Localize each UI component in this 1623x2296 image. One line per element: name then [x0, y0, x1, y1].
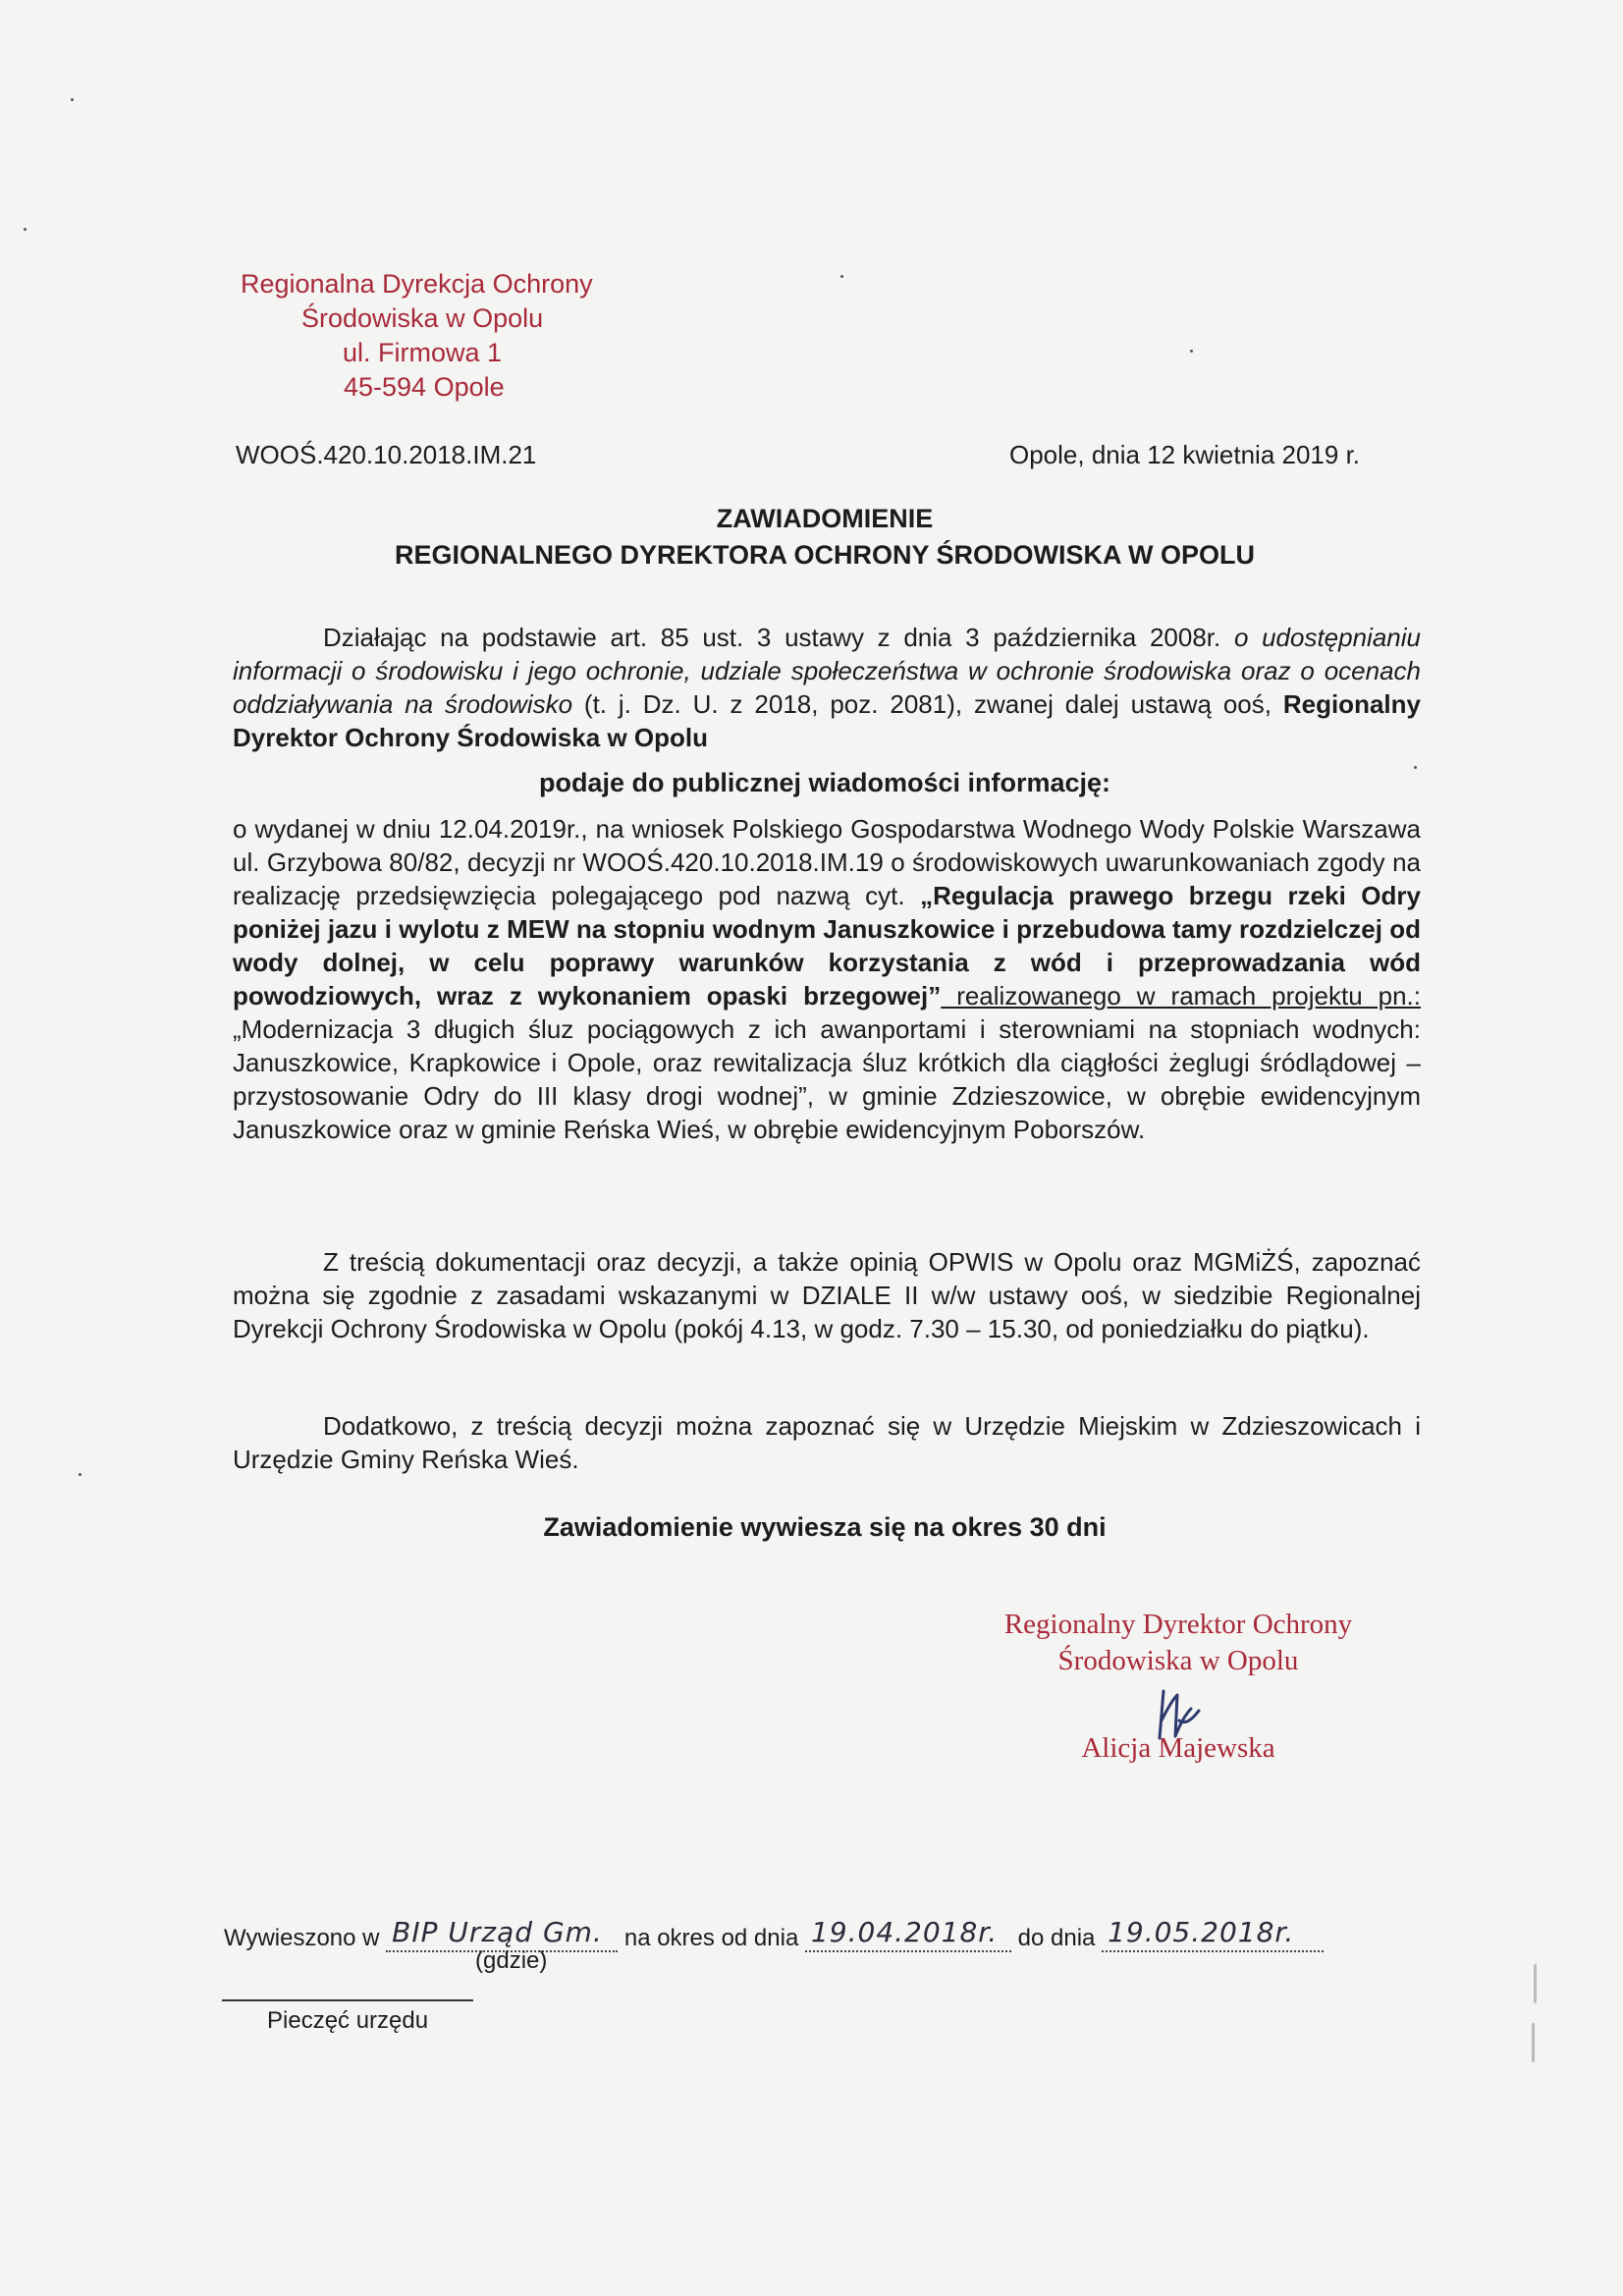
signatory-title-2: Środowiska w Opolu — [1057, 1645, 1299, 1676]
scan-speck — [1190, 350, 1193, 353]
form-label-to: do dnia — [1017, 1925, 1096, 1951]
announcement-heading: podaje do publicznej wiadomości informację: — [538, 768, 1111, 797]
form-field-where[interactable] — [386, 1911, 618, 1952]
scan-speck — [79, 1473, 81, 1476]
issuer-line-1: Regionalna Dyrekcja Ochrony — [241, 269, 593, 299]
reference-number: WOOŚ.420.10.2018.IM.21 — [236, 440, 537, 469]
signatory-title-1: Regionalny Dyrektor Ochrony — [1003, 1609, 1353, 1640]
form-hand-where: BIP Urząd Gm. — [392, 1916, 603, 1948]
document-date: Opole, dnia 12 kwietnia 2019 r. — [1009, 440, 1361, 469]
form-label-where: Wywieszono w — [224, 1925, 380, 1951]
paragraph-additional — [233, 1409, 1421, 1476]
posting-form — [224, 1911, 1441, 1952]
form-label-period: na okres od dnia — [623, 1925, 799, 1951]
para1-text-3: (t. j. Dz. U. z 2018, poz. 2081), zwanej dalej ustawą ooś, — [572, 689, 1283, 719]
form-field-date-from[interactable] — [805, 1911, 1011, 1952]
document-subtitle: REGIONALNEGO DYREKTORA OCHRONY ŚRODOWISKA W OPOLU — [394, 540, 1256, 570]
para2-text-1: o wydanej w dniu 12.04.2019r., na wniosek Polskiego Gospodarstwa Wodnego Wody Polskie Warszawa ul. Grzybowa 80/82, decyzji nr WOOŚ.420.10.2018.IM.19 o środowiskowych uwarunkowaniach zgody na realizację przedsięwzięcia polegającego pod nazwą cyt. — [233, 814, 1421, 910]
para2-text-3: realizowanego w ramach projektu pn.: — [941, 981, 1422, 1011]
para1-act-title: o udostępnianiu informacji o środowisku i jego ochronie, udziale społeczeństwa w ochronie środowiska oraz o ocenach oddziaływania na środowisko — [233, 623, 1421, 719]
issuer-line-4: 45-594 Opole — [344, 372, 505, 402]
scan-speck — [71, 98, 74, 101]
form-field-date-to[interactable] — [1102, 1911, 1324, 1952]
paragraph-legal-basis — [233, 621, 1421, 754]
handwritten-signature-icon — [1152, 1681, 1211, 1746]
issuer-stamp — [241, 267, 653, 405]
scan-speck — [840, 275, 843, 278]
issuer-line-3: ul. Firmowa 1 — [343, 338, 503, 367]
para1-text-1: Działając na podstawie art. 85 ust. 3 ustawy z dnia 3 października 2008r. — [323, 623, 1234, 652]
para3-text: Z treścią dokumentacji oraz decyzji, a także opinią OPWIS w Opolu oraz MGMiŻŚ, zapoznać można się zgodnie z zasadami wskazanymi w DZIALE II w/w ustawy ooś, w siedzibie Regionalnej Dyrekcji Ochrony Środowiska w Opolu (pokój 4.13, w godz. 7.30 – 15.30, od poniedziałku do piątku). — [233, 1247, 1421, 1343]
stamp-line — [222, 1999, 473, 2001]
scan-speck — [24, 228, 27, 231]
posting-period-notice: Zawiadomienie wywiesza się na okres 30 dni — [543, 1512, 1107, 1542]
para1-authority: Regionalny Dyrektor Ochrony Środowiska w Opolu — [233, 689, 1421, 752]
scan-speck — [1534, 1964, 1537, 2003]
form-sub-where: (gdzie) — [475, 1947, 548, 1974]
para2-project-name: „Regulacja prawego brzegu rzeki Odry poniżej jazu i wylotu z MEW na stopniu wodnym Januszkowice i przebudowa tamy rozdzielczej od wody dolnej, w celu poprawy warunków korzystania z wód i przeprowadzania wód powodziowych, wraz z wykonaniem opaski brzegowej” — [233, 881, 1421, 1011]
scan-speck — [1532, 2023, 1535, 2062]
form-hand-to: 19.05.2018r. — [1108, 1916, 1295, 1948]
signatory-name: Alicja Majewska — [1081, 1732, 1275, 1764]
scan-speck — [1414, 766, 1417, 769]
para2-text-4: „Modernizacja 3 długich śluz pociągowych z ich awanportami i sterowniami na stopniach wodnych: Januszkowice, Krapkowice i Opole, oraz rewitalizacja śluz krótkich dla ciągłości żeglugi śródlądowej – przystosowanie Odry do III klasy drogi wodnej”, w gminie Zdzieszowice, w obrębie ewidencyjnym Januszkowice oraz w gminie Reńska Wieś, w obrębie ewidencyjnym Poborszów. — [233, 1014, 1421, 1144]
document-title: ZAWIADOMIENIE — [716, 504, 934, 533]
paragraph-documentation — [233, 1245, 1421, 1345]
issuer-line-2: Środowiska w Opolu — [301, 303, 544, 333]
paragraph-decision — [233, 812, 1421, 1146]
stamp-label: Pieczęć urzędu — [267, 2007, 429, 2034]
form-hand-from: 19.04.2018r. — [810, 1916, 999, 1948]
para4-text: Dodatkowo, z treścią decyzji można zapoznać się w Urzędzie Miejskim w Zdzieszowicach i Urzędzie Gminy Reńska Wieś. — [233, 1411, 1421, 1474]
